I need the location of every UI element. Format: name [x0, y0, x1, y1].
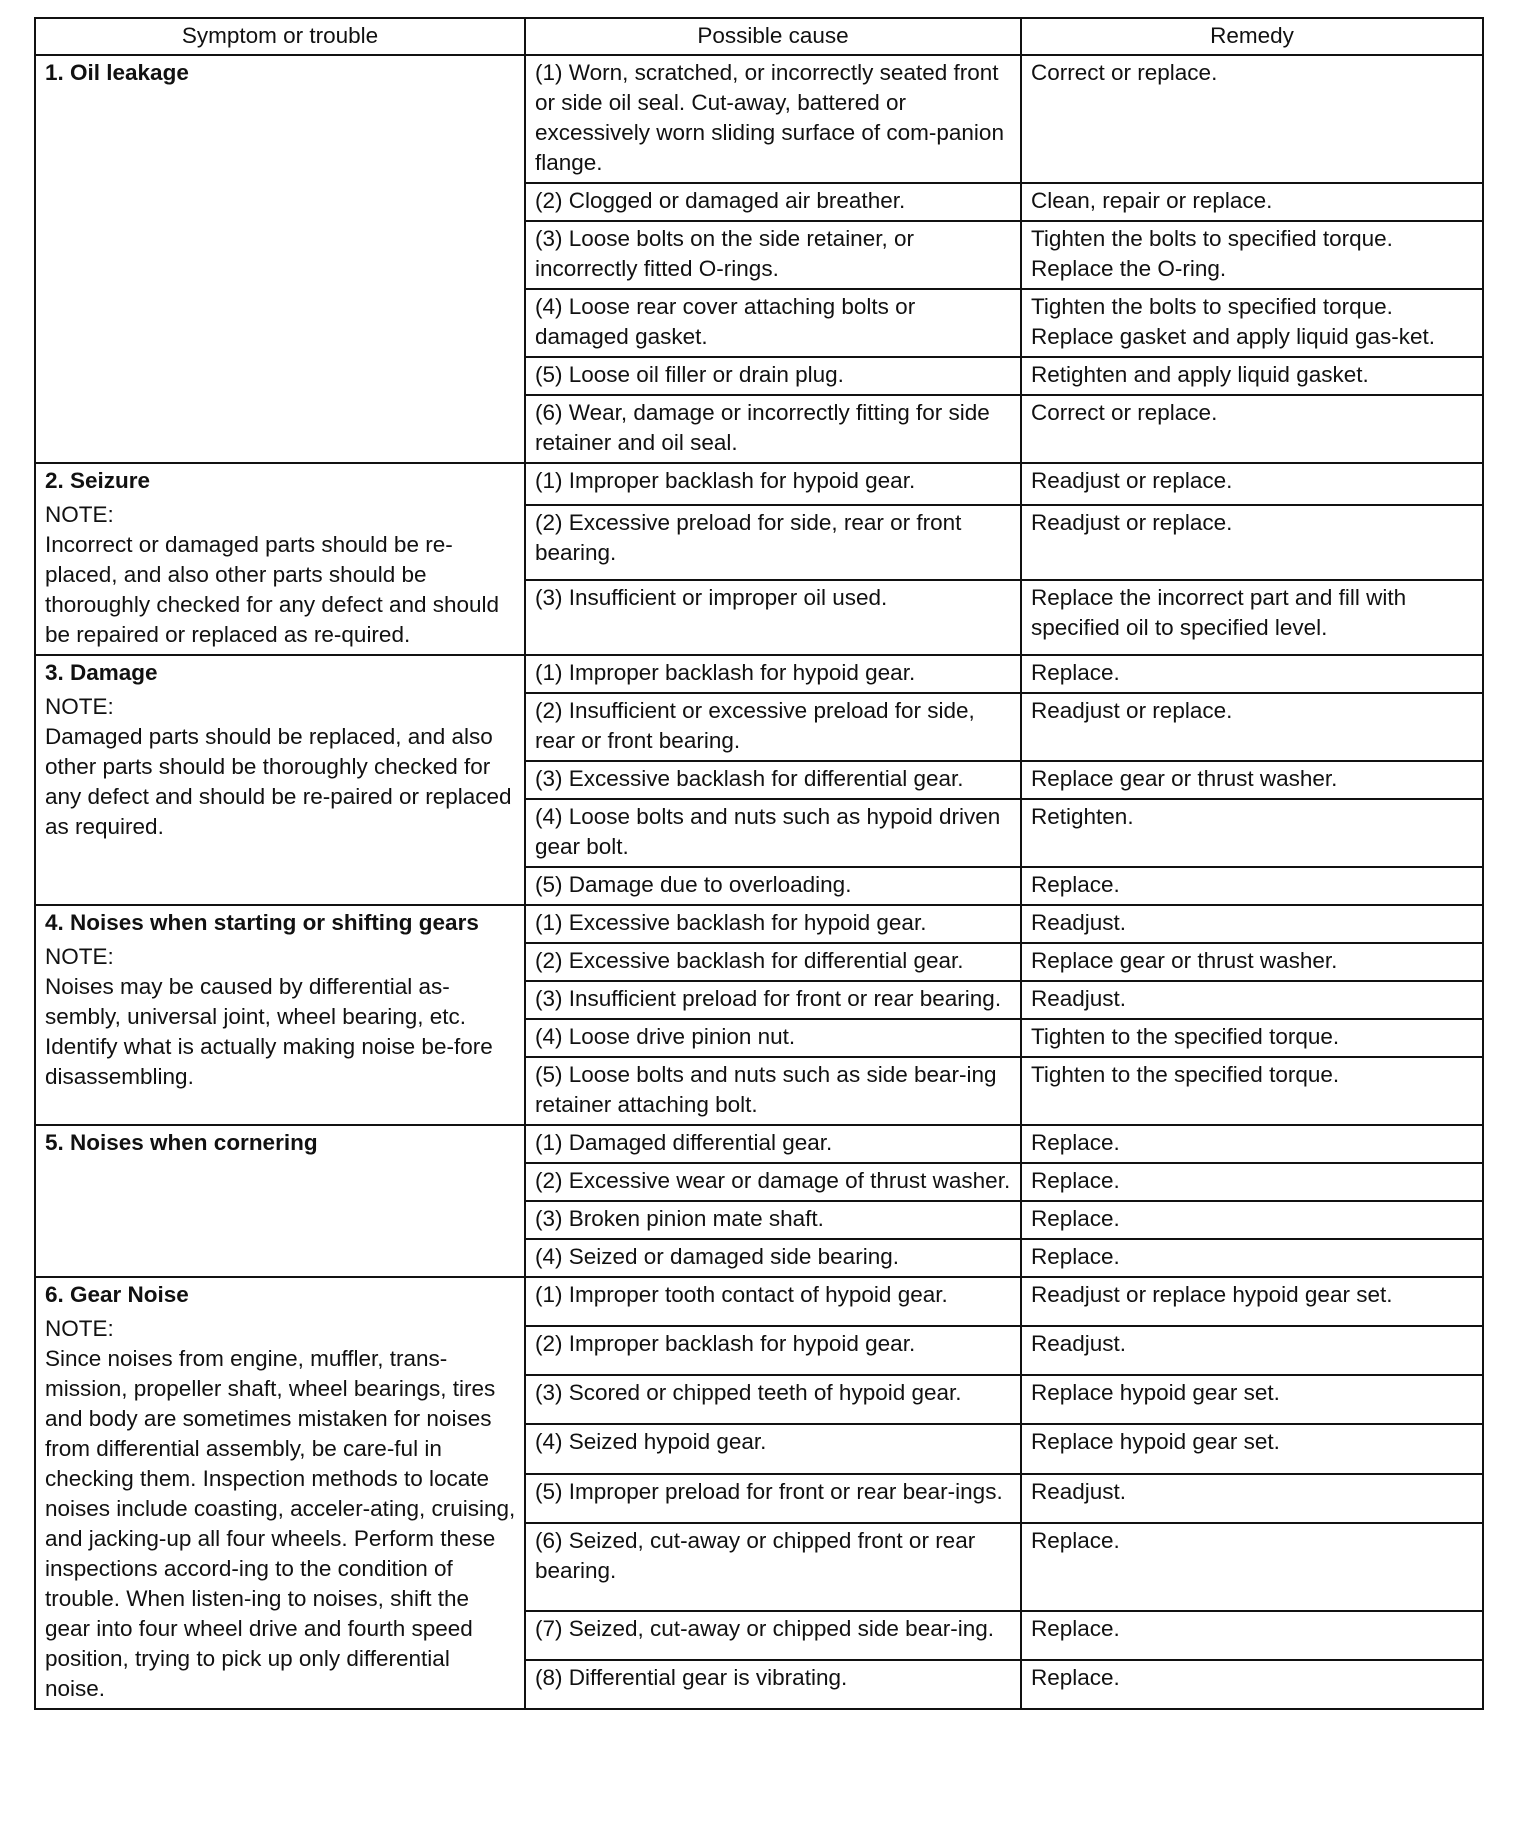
cause-cell: (4) Seized hypoid gear.	[525, 1424, 1021, 1473]
remedy-cell: Replace.	[1021, 655, 1483, 693]
cause-cell: (2) Clogged or damaged air breather.	[525, 183, 1021, 221]
cause-cell: (4) Loose rear cover attaching bolts or damaged gasket.	[525, 289, 1021, 357]
cause-cell: (2) Improper backlash for hypoid gear.	[525, 1326, 1021, 1375]
remedy-cell: Replace.	[1021, 1611, 1483, 1660]
header-row	[35, 18, 1483, 55]
remedy-cell: Correct or replace.	[1021, 395, 1483, 463]
cause-cell: (5) Loose bolts and nuts such as side bear-ing retainer attaching bolt.	[525, 1057, 1021, 1125]
troubleshooting-table	[34, 17, 1484, 1710]
cause-cell: (2) Excessive backlash for differential gear.	[525, 943, 1021, 981]
remedy-cell: Replace.	[1021, 867, 1483, 905]
table-row	[35, 1125, 1483, 1163]
cause-cell: (4) Seized or damaged side bearing.	[525, 1239, 1021, 1277]
cause-cell: (7) Seized, cut-away or chipped side bear-ing.	[525, 1611, 1021, 1660]
table-body	[35, 55, 1483, 1709]
remedy-cell: Replace.	[1021, 1239, 1483, 1277]
remedy-cell: Correct or replace.	[1021, 55, 1483, 183]
cause-cell: (3) Broken pinion mate shaft.	[525, 1201, 1021, 1239]
remedy-cell: Tighten the bolts to specified torque. Replace the O-ring.	[1021, 221, 1483, 289]
symptom-cell	[35, 1277, 525, 1709]
remedy-cell: Replace hypoid gear set.	[1021, 1424, 1483, 1473]
symptom-cell	[35, 463, 525, 655]
cause-cell: (1) Improper tooth contact of hypoid gear.	[525, 1277, 1021, 1326]
remedy-cell: Replace.	[1021, 1523, 1483, 1611]
remedy-cell: Readjust.	[1021, 1474, 1483, 1523]
symptom-header: Symptom or trouble	[35, 18, 525, 55]
cause-cell: (3) Loose bolts on the side retainer, or incorrectly fitted O-rings.	[525, 221, 1021, 289]
cause-cell: (4) Loose bolts and nuts such as hypoid driven gear bolt.	[525, 799, 1021, 867]
table-row	[35, 905, 1483, 943]
remedy-cell: Tighten to the specified torque.	[1021, 1019, 1483, 1057]
remedy-cell: Readjust or replace hypoid gear set.	[1021, 1277, 1483, 1326]
symptom-title: 1. Oil leakage	[45, 60, 189, 85]
remedy-cell: Tighten to the specified torque.	[1021, 1057, 1483, 1125]
cause-cell: (5) Improper preload for front or rear bear-ings.	[525, 1474, 1021, 1523]
remedy-cell: Readjust.	[1021, 1326, 1483, 1375]
cause-cell: (2) Insufficient or excessive preload for side, rear or front bearing.	[525, 693, 1021, 761]
remedy-cell: Replace.	[1021, 1125, 1483, 1163]
remedy-cell: Retighten and apply liquid gasket.	[1021, 357, 1483, 395]
cause-cell: (4) Loose drive pinion nut.	[525, 1019, 1021, 1057]
cause-cell: (5) Damage due to overloading.	[525, 867, 1021, 905]
note-text: Noises may be caused by differential as-sembly, universal joint, wheel bearing, etc. Identify what is actually making noise be-fore disassembling.	[45, 974, 493, 1089]
remedy-cell: Tighten the bolts to specified torque. Replace gasket and apply liquid gas-ket.	[1021, 289, 1483, 357]
remedy-cell: Replace gear or thrust washer.	[1021, 943, 1483, 981]
remedy-cell: Readjust or replace.	[1021, 463, 1483, 505]
note-label: NOTE:	[45, 694, 114, 719]
remedy-cell: Clean, repair or replace.	[1021, 183, 1483, 221]
note-label: NOTE:	[45, 1316, 114, 1341]
note-label: NOTE:	[45, 502, 114, 527]
remedy-cell: Replace.	[1021, 1163, 1483, 1201]
cause-cell: (1) Improper backlash for hypoid gear.	[525, 655, 1021, 693]
cause-cell: (1) Damaged differential gear.	[525, 1125, 1021, 1163]
cause-cell: (2) Excessive preload for side, rear or front bearing.	[525, 505, 1021, 580]
symptom-cell	[35, 655, 525, 905]
remedy-cell: Retighten.	[1021, 799, 1483, 867]
remedy-header: Remedy	[1021, 18, 1483, 55]
symptom-cell	[35, 1125, 525, 1277]
symptom-cell	[35, 905, 525, 1125]
symptom-title: 5. Noises when cornering	[45, 1130, 318, 1155]
remedy-cell: Replace.	[1021, 1201, 1483, 1239]
remedy-cell: Replace gear or thrust washer.	[1021, 761, 1483, 799]
note-label: NOTE:	[45, 944, 114, 969]
remedy-cell: Readjust or replace.	[1021, 693, 1483, 761]
table-row	[35, 1277, 1483, 1326]
remedy-cell: Replace hypoid gear set.	[1021, 1375, 1483, 1424]
cause-cell: (1) Excessive backlash for hypoid gear.	[525, 905, 1021, 943]
symptom-title: 6. Gear Noise	[45, 1282, 189, 1307]
cause-cell: (3) Insufficient preload for front or rear bearing.	[525, 981, 1021, 1019]
cause-cell: (2) Excessive wear or damage of thrust washer.	[525, 1163, 1021, 1201]
remedy-cell: Readjust or replace.	[1021, 505, 1483, 580]
remedy-cell: Replace the incorrect part and fill with specified oil to specified level.	[1021, 580, 1483, 655]
symptom-title: 2. Seizure	[45, 468, 151, 493]
symptom-cell	[35, 55, 525, 463]
cause-cell: (6) Wear, damage or incorrectly fitting for side retainer and oil seal.	[525, 395, 1021, 463]
table-row	[35, 655, 1483, 693]
note-text: Damaged parts should be replaced, and also other parts should be thoroughly checked for any defect and should be re-paired or replaced as required.	[45, 724, 512, 839]
remedy-cell: Readjust.	[1021, 981, 1483, 1019]
table-row	[35, 55, 1483, 183]
cause-cell: (5) Loose oil filler or drain plug.	[525, 357, 1021, 395]
note-text: Since noises from engine, muffler, trans-mission, propeller shaft, wheel bearings, tires and body are sometimes mistaken for noises from differential assembly, be care-ful in checking them. Inspection methods to locate noises include coasting, acceler-ating, cruising, and jacking-up all four wheels. Perform these inspections accord-ing to the condition of trouble. When listen-ing to noises, shift the gear into four wheel drive and fourth speed position, trying to pick up only differential noise.	[45, 1346, 516, 1701]
cause-cell: (1) Improper backlash for hypoid gear.	[525, 463, 1021, 505]
cause-cell: (3) Insufficient or improper oil used.	[525, 580, 1021, 655]
remedy-cell: Replace.	[1021, 1660, 1483, 1709]
cause-cell: (6) Seized, cut-away or chipped front or rear bearing.	[525, 1523, 1021, 1611]
cause-cell: (8) Differential gear is vibrating.	[525, 1660, 1021, 1709]
symptom-title: 3. Damage	[45, 660, 158, 685]
cause-cell: (3) Excessive backlash for differential gear.	[525, 761, 1021, 799]
cause-cell: (1) Worn, scratched, or incorrectly seated front or side oil seal. Cut-away, battered or excessively worn sliding surface of com-panion flange.	[525, 55, 1021, 183]
remedy-cell: Readjust.	[1021, 905, 1483, 943]
symptom-title: 4. Noises when starting or shifting gears	[45, 910, 479, 935]
cause-cell: (3) Scored or chipped teeth of hypoid gear.	[525, 1375, 1021, 1424]
note-text: Incorrect or damaged parts should be re-placed, and also other parts should be thoroughly checked for any defect and should be repaired or replaced as re-quired.	[45, 532, 500, 647]
cause-header: Possible cause	[525, 18, 1021, 55]
table-row	[35, 463, 1483, 505]
